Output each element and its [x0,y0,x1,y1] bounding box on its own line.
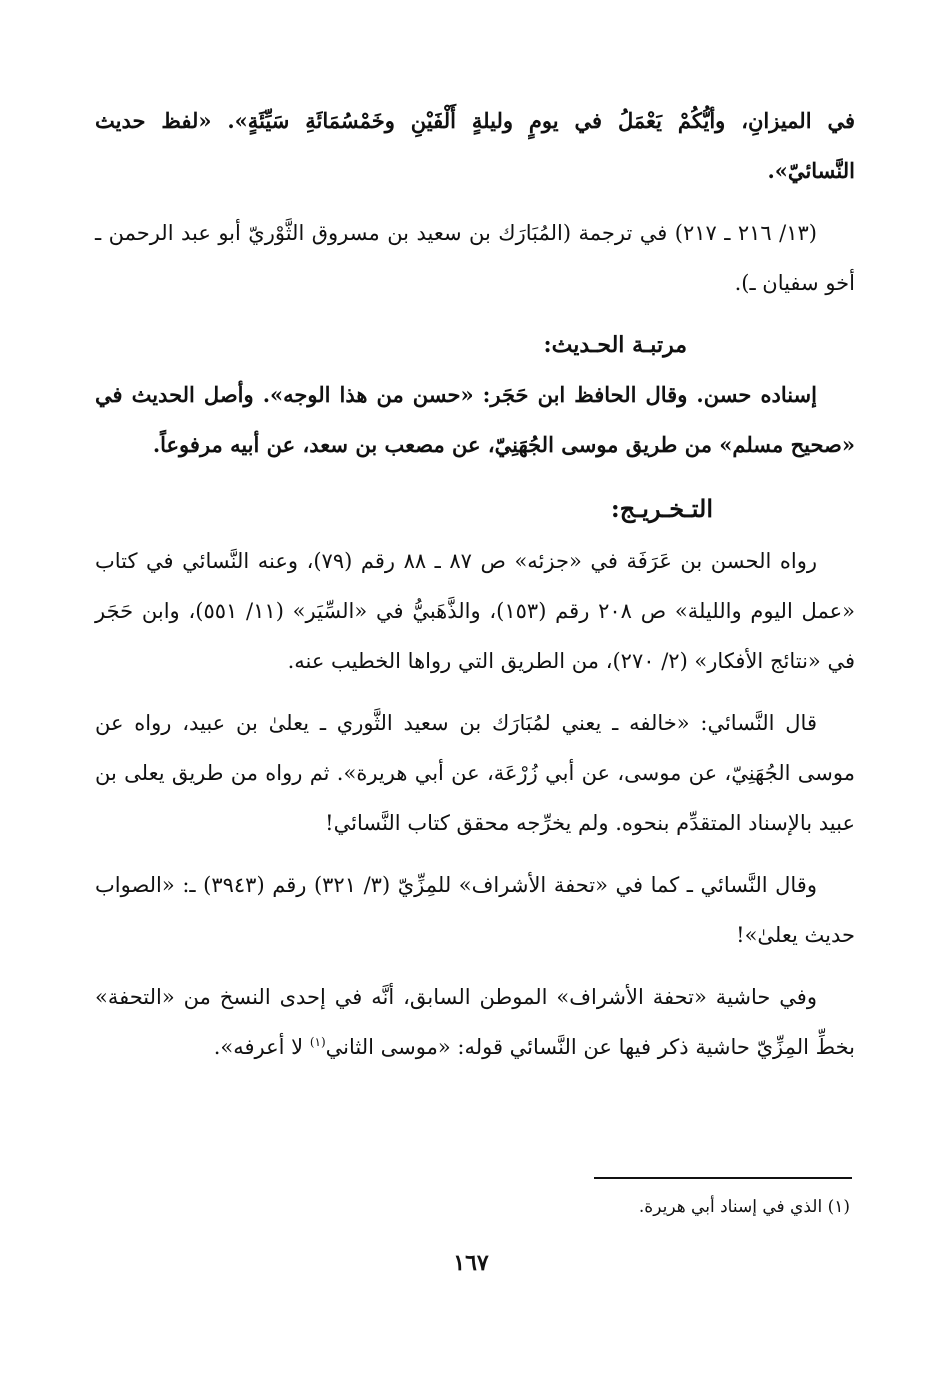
paragraph-2: (١٣/ ٢١٦ ـ ٢١٧) في ترجمة (المُبَارَك بن سعيد بن مسروق الثَّوْريّ أبو عبد الرحمن ـ أخو سفيان ـ). [95,221,855,295]
footnote-marker: (١) [309,1035,326,1049]
paragraph-4: رواه الحسن بن عَرَفَة في «جزئه» ص ٨٧ ـ ٨٨ رقم (٧٩)، وعنه النَّسائي في كتاب «عمل اليوم والليلة» ص ٢٠٨ رقم (١٥٣)، والذَّهَبيُّ في «السِّيَر» (١١/ ٥٥١)، وابن حَجَر في «نتائج الأفكار» (٢/ ٢٧٠)، من الطريق التي رواها الخطيب عنه. [95,549,855,673]
paragraph-1: في الميزانِ، وأيُّكُمْ يَعْمَلُ في يومٍ وليلةٍ أَلْفَيْنِ وخَمْسُمَائَةِ سَيِّئَةٍ». «لفظ حديث النَّسائيّ». [95,108,855,183]
paragraph-7 [95,972,855,1072]
heading-takhrij: التـخـريـج: [610,494,713,523]
page-number: ١٦٧ [453,1250,489,1276]
paragraph-7-tail: لا أعرفه». [213,1035,310,1059]
paragraph-6: وقال النَّسائي ـ كما في «تحفة الأشراف» للمِزِّيّ (٣/ ٣٢١) رقم (٣٩٤٣) ـ: «الصواب حديث يعلىٰ»! [95,873,855,947]
paragraph-7-text: وفي حاشية «تحفة الأشراف» الموطن السابق، أنَّه في إحدى النسخ من «التحفة» بخطِّ المِزِّيّ حاشية ذكر فيها عن النَّسائي قوله: «موسى الثاني [95,985,855,1059]
footnote-divider [594,1177,852,1179]
paragraph-3: إسناده حسن. وقال الحافظ ابن حَجَر: «حسن من هذا الوجه». وأصل الحديث في «صحيح مسلم» من طريق موسى الجُهَنِيّ، عن مصعب بن سعد، عن أبيه مرفوعاً. [95,382,855,457]
paragraph-5: قال النَّسائي: «خالفه ـ يعني لمُبَارَك بن سعيد الثَّوري ـ يعلىٰ بن عبيد، رواه عن موسى الجُهَنِيّ، عن موسى، عن أبي زُرْعَة، عن أبي هريرة». ثم رواه من طريق يعلى بن عبيد بالإسناد المتقدِّم بنحوه. ولم يخرِّجه محقق كتاب النَّسائي! [95,711,855,835]
page-body [95,96,855,1072]
footnote: (١) الذي في إسناد أبي هريرة. [638,1197,850,1217]
heading-hadith-rank: مرتبـة الحـديث: [543,332,687,358]
